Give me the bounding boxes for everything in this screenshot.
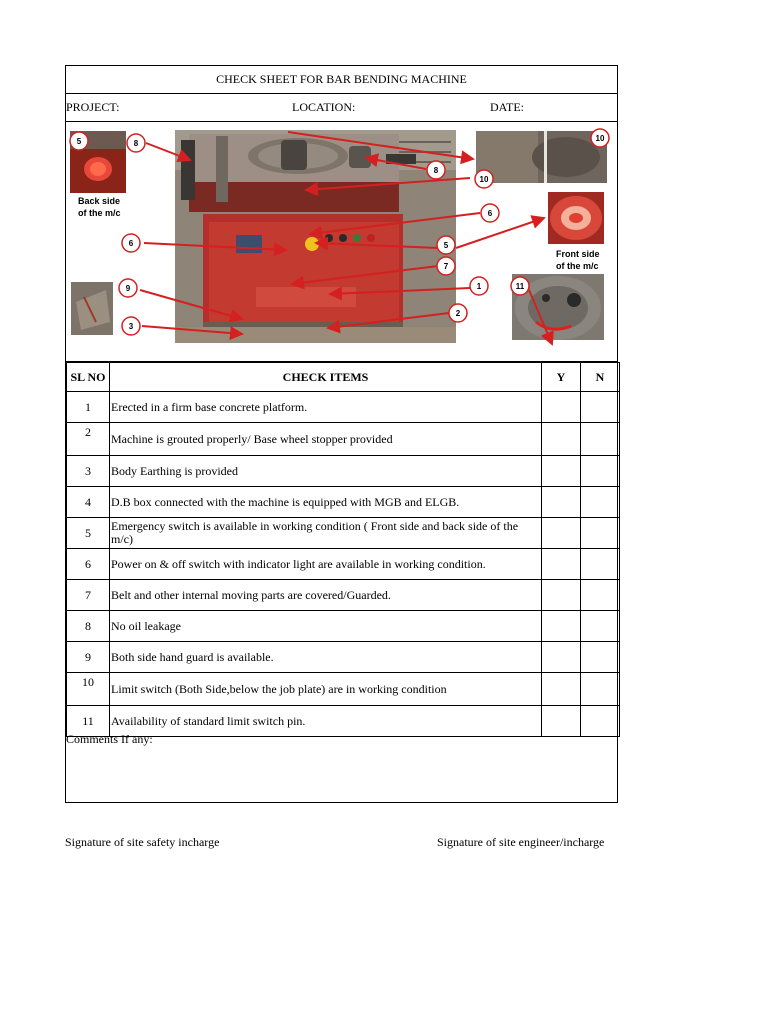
page-title: CHECK SHEET FOR BAR BENDING MACHINE	[66, 66, 617, 94]
date-label: DATE:	[490, 100, 524, 114]
check-items-header: CHECK ITEMS	[110, 363, 542, 392]
table-row	[67, 673, 620, 706]
front-side-label-line2: of the m/c	[556, 261, 599, 271]
table-row	[67, 580, 620, 611]
no-header: N	[581, 363, 620, 392]
svg-text:5: 5	[443, 241, 449, 250]
bottom-left-photo	[71, 282, 113, 335]
row-sl-no: 2	[67, 423, 110, 456]
row-yes-cell[interactable]	[542, 642, 581, 673]
check-items-table	[66, 362, 620, 737]
svg-text:6: 6	[128, 239, 134, 248]
marker-6-right	[481, 204, 499, 222]
table-row	[67, 611, 620, 642]
row-check-item: Both side hand guard is available.	[110, 642, 542, 673]
row-check-item: Belt and other internal moving parts are covered/Guarded.	[110, 580, 542, 611]
location-label: LOCATION:	[292, 100, 356, 114]
top-right-photo	[476, 131, 607, 183]
svg-text:8: 8	[433, 166, 439, 175]
row-sl-no: 8	[67, 611, 110, 642]
row-check-item: D.B box connected with the machine is equipped with MGB and ELGB.	[110, 487, 542, 518]
table-row	[67, 642, 620, 673]
check-sheet	[65, 65, 618, 803]
marker-8	[119, 279, 137, 297]
row-sl-no: 3	[67, 456, 110, 487]
row-yes-cell[interactable]	[542, 673, 581, 706]
sl-no-header: SL NO	[67, 363, 110, 392]
table-row	[67, 487, 620, 518]
marker-5-front	[437, 236, 455, 254]
table-row	[67, 549, 620, 580]
table-row	[67, 423, 620, 456]
row-check-item: No oil leakage	[110, 611, 542, 642]
row-no-cell[interactable]	[581, 423, 620, 456]
row-no-cell[interactable]	[581, 518, 620, 549]
marker-1	[470, 277, 488, 295]
row-no-cell[interactable]	[581, 580, 620, 611]
marker-7	[437, 257, 455, 275]
row-no-cell[interactable]	[581, 642, 620, 673]
svg-text:5: 5	[76, 137, 82, 146]
project-label: PROJECT:	[66, 100, 120, 114]
marker-9-left	[127, 134, 145, 152]
row-sl-no: 10	[67, 673, 110, 706]
row-no-cell[interactable]	[581, 673, 620, 706]
svg-text:6: 6	[487, 209, 493, 218]
marker-5-back	[70, 132, 88, 150]
marker-10-top	[591, 129, 609, 147]
row-no-cell[interactable]	[581, 392, 620, 423]
row-yes-cell[interactable]	[542, 423, 581, 456]
marker-2	[449, 304, 467, 322]
row-yes-cell[interactable]	[542, 611, 581, 642]
row-no-cell[interactable]	[581, 549, 620, 580]
yes-header: Y	[542, 363, 581, 392]
safety-incharge-signature: Signature of site safety incharge	[65, 835, 220, 849]
row-sl-no: 1	[67, 392, 110, 423]
row-sl-no: 4	[67, 487, 110, 518]
svg-text:3: 3	[128, 322, 134, 331]
row-check-item: Machine is grouted properly/ Base wheel stopper provided	[110, 423, 542, 456]
row-no-cell[interactable]	[581, 487, 620, 518]
row-check-item: Body Earthing is provided	[110, 456, 542, 487]
machine-photo-panel	[66, 121, 617, 362]
row-sl-no: 7	[67, 580, 110, 611]
marker-3	[122, 317, 140, 335]
row-yes-cell[interactable]	[542, 456, 581, 487]
row-no-cell[interactable]	[581, 611, 620, 642]
svg-text:2: 2	[455, 309, 461, 318]
row-sl-no: 5	[67, 518, 110, 549]
engineer-signature: Signature of site engineer/incharge	[437, 835, 605, 849]
row-yes-cell[interactable]	[542, 549, 581, 580]
row-yes-cell[interactable]	[542, 580, 581, 611]
marker-6-left	[122, 234, 140, 252]
marker-11	[511, 277, 529, 295]
row-sl-no: 11	[67, 706, 110, 737]
row-check-item: Erected in a firm base concrete platform.	[110, 392, 542, 423]
row-yes-cell[interactable]	[542, 392, 581, 423]
row-yes-cell[interactable]	[542, 487, 581, 518]
comments-box[interactable]	[66, 731, 617, 804]
svg-text:1: 1	[476, 282, 482, 291]
table-row	[67, 518, 620, 549]
svg-text:10: 10	[595, 134, 605, 143]
row-sl-no: 9	[67, 642, 110, 673]
machine-photo-diagram	[66, 122, 619, 363]
svg-text:9: 9	[125, 284, 131, 293]
svg-text:10: 10	[479, 175, 489, 184]
comments-label: Comments If any:	[66, 732, 153, 746]
table-row	[67, 392, 620, 423]
svg-text:8: 8	[133, 139, 139, 148]
back-side-label-line1: Back side	[78, 196, 121, 206]
row-sl-no: 6	[67, 549, 110, 580]
marker-9-right	[427, 161, 445, 179]
row-no-cell[interactable]	[581, 456, 620, 487]
back-side-label-line2: of the m/c	[78, 208, 121, 218]
front-side-photo	[548, 192, 604, 244]
front-side-label-line1: Front side	[556, 249, 600, 259]
marker-10-mid	[475, 170, 493, 188]
row-check-item: Emergency switch is available in working condition ( Front side and back side of the m/c)	[110, 518, 542, 549]
table-row	[67, 456, 620, 487]
svg-text:11: 11	[515, 282, 525, 291]
meta-row	[66, 93, 617, 121]
row-check-item: Limit switch (Both Side,below the job plate) are in working condition	[110, 673, 542, 706]
row-check-item: Availability of standard limit switch pin.	[110, 706, 542, 737]
svg-text:7: 7	[443, 262, 449, 271]
row-check-item: Power on & off switch with indicator light are available in working condition.	[110, 549, 542, 580]
row-yes-cell[interactable]	[542, 518, 581, 549]
